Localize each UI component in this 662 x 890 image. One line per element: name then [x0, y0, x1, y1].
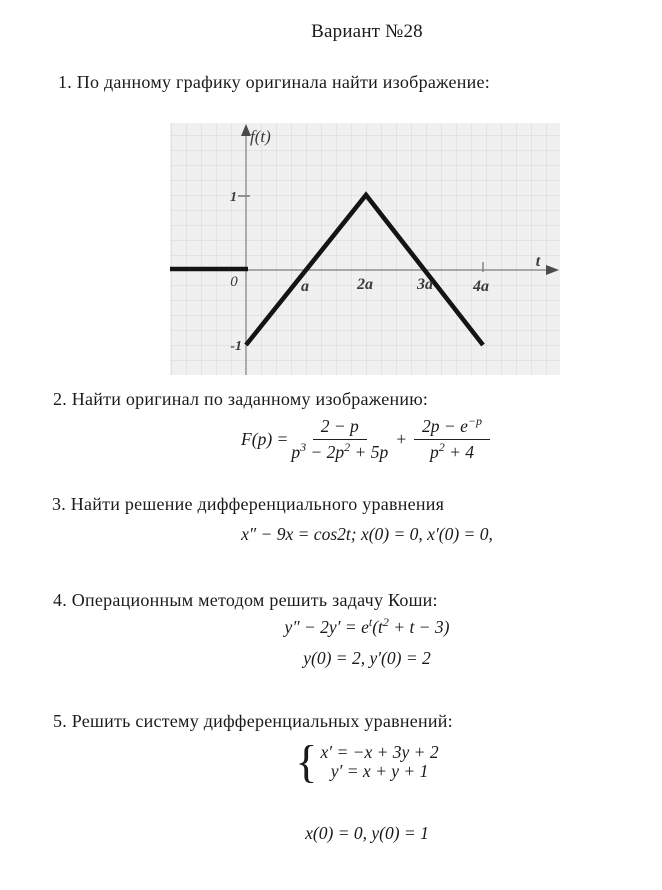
- equation-4-line-2: y(0) = 2, y′(0) = 2: [303, 648, 431, 668]
- formula-2-fraction-2: [414, 413, 490, 463]
- graph-grid: [170, 123, 560, 375]
- y-axis-label: f(t): [250, 127, 271, 146]
- problem-5-text: 5. Решить систему дифференциальных уравнений:: [53, 711, 453, 731]
- fraction-2-denominator: $p^2 + 4$: [429, 439, 475, 462]
- system-line-2: y′ = x + y + 1: [330, 761, 429, 781]
- problem-2-text: 2. Найти оригинал по заданному изображению:: [53, 389, 429, 409]
- fraction-1-denominator: $p^3 - 2p^2 + 5p$: [291, 439, 389, 462]
- formula-2-plus-sign: +: [395, 428, 408, 449]
- initial-conditions-5: x(0) = 0, y(0) = 1: [305, 823, 429, 843]
- system-equations: [320, 743, 438, 781]
- formula-2: [72, 412, 662, 466]
- equation-4-line-1: $y'' - 2y' = e^t(t^2 + t - 3)$: [284, 615, 450, 637]
- problem-3-text: 3. Найти решение дифференциального уравнения: [52, 494, 445, 514]
- equation-3: x″ − 9x = cos2t; x(0) = 0, x′(0) = 0,: [241, 524, 493, 544]
- ytick-label-1: 1: [230, 190, 237, 205]
- page-title: Вариант №28: [311, 21, 423, 42]
- fraction-2-numerator: $2p - e^{-p}$: [414, 416, 490, 440]
- fraction-1-numerator: 2 − p: [313, 416, 367, 440]
- ytick-label-minus-1: -1: [230, 339, 242, 354]
- system-brace: {: [295, 736, 318, 787]
- formula-2-lhs: F(p) =: [241, 428, 289, 449]
- xtick-label-a: a: [301, 278, 309, 295]
- system-5: [72, 736, 662, 787]
- original-function-graph: [170, 123, 560, 375]
- formula-2-fraction-1: [291, 416, 388, 463]
- graph-svg: [170, 123, 560, 375]
- problem-4-text: 4. Операционным методом решить задачу Коши:: [53, 590, 438, 610]
- origin-label: 0: [230, 274, 238, 290]
- x-axis-label: t: [535, 253, 541, 270]
- problem-1-text: 1. По данному графику оригинала найти изображение:: [58, 72, 491, 92]
- xtick-label-2a: 2a: [357, 276, 373, 293]
- system-line-1: x′ = −x + 3y + 2: [320, 742, 439, 762]
- xtick-label-4a: 4a: [473, 278, 489, 295]
- xtick-label-3a: 3a: [417, 276, 433, 293]
